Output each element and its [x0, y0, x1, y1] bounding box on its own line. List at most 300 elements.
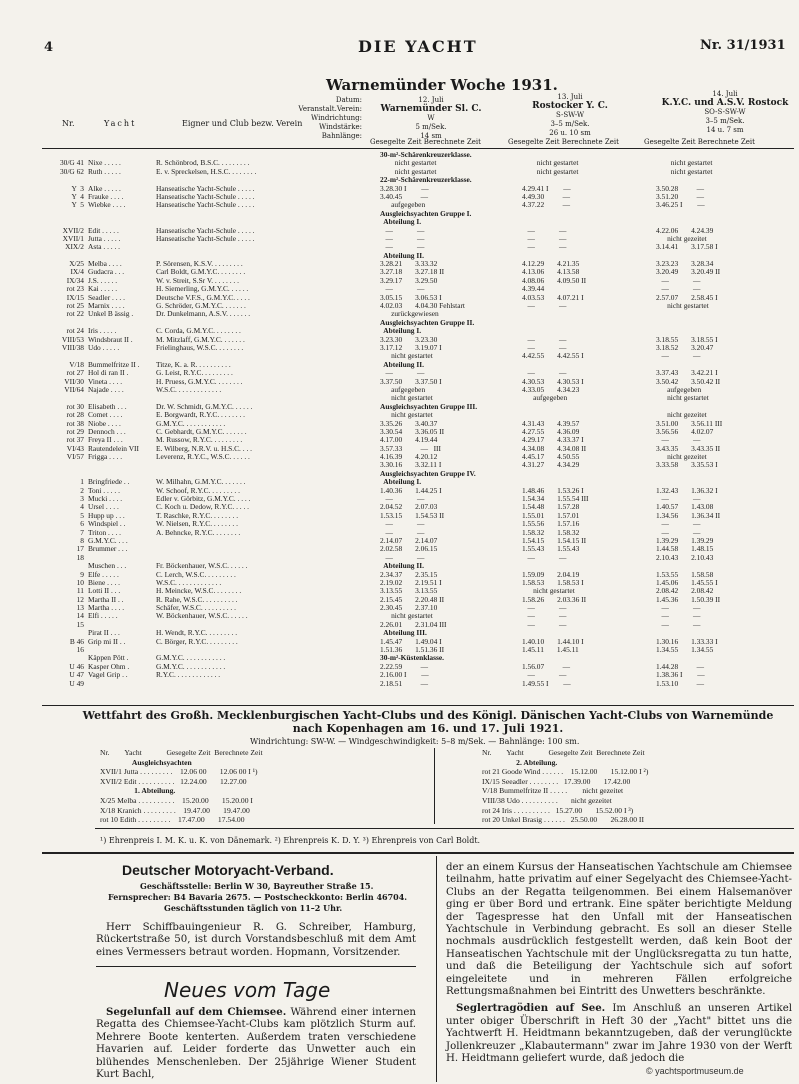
- result-day2-cell: 4.03.53 4.07.21 I: [522, 293, 584, 302]
- result-owner-cell: Schäfer, W.S.C. . . . . . . . . .: [156, 604, 236, 613]
- result-day1-cell: Abteilung I.: [380, 327, 422, 336]
- second-race-row: 2. Abteilung.: [482, 757, 558, 767]
- result-yacht-cell: Marnix . . . .: [88, 302, 125, 311]
- result-nr-cell: rot 37: [66, 436, 84, 445]
- second-race-row: V/18 Bummelfritze II . . . . . nicht gezeitet: [482, 786, 624, 796]
- col-header-day2: Gesegelte Zeit Berechnete Zeit: [508, 138, 619, 146]
- result-yacht-cell: [88, 176, 154, 184]
- result-day2-cell: 4.31.27 4.34.29: [522, 461, 580, 470]
- result-nr-cell: 6: [80, 520, 84, 529]
- result-nr-cell: rot 29: [66, 427, 84, 436]
- result-nr-cell: VI/57: [66, 453, 84, 462]
- result-yacht-cell: Melba . . . .: [88, 260, 122, 269]
- result-owner-cell: Deutsche V.F.S., G.M.Y.C. . . . .: [156, 293, 250, 302]
- result-yacht-cell: [88, 646, 154, 654]
- result-day1-cell: 1.40.36 1.44.25 I: [380, 486, 442, 495]
- result-day2-cell: [522, 252, 642, 260]
- result-day2-cell: 4.27.55 4.36.09: [522, 427, 580, 436]
- result-owner-cell: Leverenz, R.Y.C., W.S.C. . . . . .: [156, 453, 250, 462]
- result-yacht-cell: Gudacra . . .: [88, 268, 125, 277]
- result-day3-cell: 1.38.36 I —: [656, 671, 705, 680]
- result-day3-cell: 1.45.06 1.45.55 I: [656, 578, 718, 587]
- result-day1-cell: Abteilung II.: [380, 360, 424, 369]
- result-day2-cell: — —: [522, 671, 567, 680]
- result-day3-cell: — —: [656, 276, 701, 285]
- result-yacht-cell: Wiebke . . . .: [88, 201, 126, 210]
- result-day2-cell: — —: [522, 612, 567, 621]
- result-day3-cell: 3.20.49 3.20.49 II: [656, 268, 721, 277]
- result-day1-cell: Abteilung II.: [380, 251, 424, 260]
- result-yacht-cell: Toni . . . . .: [88, 486, 120, 495]
- result-yacht-cell: Hupp up . . .: [88, 511, 125, 520]
- result-day1-cell: nicht gestartet: [380, 167, 437, 176]
- header-rule: [42, 148, 794, 149]
- second-race-row: Ausgleichsyachten: [100, 757, 192, 767]
- result-owner-cell: R. Rahe, W.S.C. . . . . . . . . .: [156, 595, 238, 604]
- result-day1-cell: nicht gestartet: [380, 411, 433, 420]
- result-day2-cell: [522, 629, 642, 637]
- result-day2-cell: — —: [522, 234, 567, 243]
- result-day1-cell: 4.17.00 4.19.44: [380, 436, 438, 445]
- result-yacht-cell: Martha . . . .: [88, 604, 125, 613]
- result-day1-cell: nicht gestartet: [380, 352, 433, 361]
- result-day2-cell: — —: [522, 369, 567, 378]
- result-yacht-cell: [88, 621, 154, 629]
- result-day1-cell: 30-m²-Schärenkreuzerklasse.: [380, 151, 472, 159]
- result-day1-cell: — —: [380, 285, 425, 294]
- result-owner-cell: [156, 252, 356, 260]
- result-day2-cell: [522, 327, 642, 335]
- result-day2-cell: 4.12.29 4.21.35: [522, 260, 580, 269]
- race-info-day3: 14. Juli K.Y.C. und A.S.V. Rostock SO-S-SW-W 3–5 m/Sek. 14 u. 7 sm: [661, 90, 789, 134]
- result-nr-cell: Y 5: [71, 201, 84, 210]
- result-yacht-cell: [88, 252, 154, 260]
- result-day3-cell: — —: [656, 520, 701, 529]
- results-yacht-column: [88, 151, 154, 680]
- result-day2-cell: 4.42.55 4.42.55 I: [522, 352, 584, 361]
- result-day2-cell: 4.08.06 4.09.50 II: [522, 276, 587, 285]
- result-nr-cell: VI/43: [66, 444, 84, 453]
- result-day2-cell: nicht gestartet: [522, 159, 579, 168]
- result-day2-cell: 1.45.11 1.45.11: [522, 646, 579, 655]
- result-owner-cell: [156, 151, 356, 159]
- bottom-rule: [42, 852, 794, 854]
- result-nr-cell: [44, 210, 84, 218]
- result-nr-cell: IX/4: [70, 268, 84, 277]
- result-day3-cell: [656, 403, 796, 411]
- result-nr-cell: rot 23: [66, 285, 84, 294]
- result-owner-cell: [156, 319, 356, 327]
- result-day2-cell: [522, 361, 642, 369]
- result-yacht-cell: Mucki . . . .: [88, 495, 123, 504]
- result-day2-cell: 4.37.22 —: [522, 201, 571, 210]
- result-day3-cell: 1.39.29 1.39.29: [656, 536, 714, 545]
- result-day1-cell: nicht gestartet: [380, 159, 437, 168]
- result-day1-cell: — —: [380, 495, 425, 504]
- result-day3-cell: 3.33.58 3.35.53 I: [656, 461, 718, 470]
- result-day1-cell: 3.40.45 —: [380, 192, 429, 201]
- result-day3-cell: [656, 252, 796, 260]
- result-owner-cell: [156, 394, 356, 402]
- result-day1-cell: nicht gestartet: [380, 612, 433, 621]
- result-day2-cell: 1.49.55 I —: [522, 679, 571, 688]
- result-owner-cell: G. Schröder, G.M.Y.C. . . . . . .: [156, 302, 246, 311]
- second-race-row: VIII/38 Udo . . . . . . . . . . nicht gezeitet: [482, 795, 612, 805]
- result-nr-cell: rot 38: [66, 419, 84, 428]
- result-yacht-cell: Bummelfritze II .: [88, 360, 140, 369]
- result-day3-cell: 1.30.16 1.33.33 I: [656, 637, 718, 646]
- result-nr-cell: 8: [80, 536, 84, 545]
- result-owner-cell: C. Börger, R.Y.C. . . . . . . . .: [156, 637, 238, 646]
- result-day3-cell: [656, 176, 796, 184]
- result-day1-cell: Ausgleichsyachten Gruppe IV.: [380, 469, 476, 478]
- result-owner-cell: A. Behncke, R.Y.C. . . . . . . .: [156, 528, 241, 537]
- result-day1-cell: 3.28.30 I —: [380, 184, 429, 193]
- result-day3-cell: — —: [656, 436, 701, 445]
- result-day1-cell: 3.30.16 3.32.11 I: [380, 461, 442, 470]
- result-day1-cell: aufgegeben: [380, 385, 426, 394]
- result-day2-cell: 4.49.30 —: [522, 192, 571, 201]
- result-nr-cell: VIII/53: [61, 335, 84, 344]
- result-yacht-cell: Käppen Pött .: [88, 654, 129, 663]
- result-day1-cell: 2.22.59 —: [380, 662, 429, 671]
- result-day2-cell: [522, 176, 642, 184]
- result-nr-cell: 14: [76, 612, 84, 621]
- result-day3-cell: 2.10.43 2.10.43: [656, 553, 714, 562]
- result-owner-cell: W.S.C. . . . . . . . . . . . .: [156, 385, 222, 394]
- result-yacht-cell: Lotti II . . .: [88, 587, 121, 596]
- result-day3-cell: — —: [656, 495, 701, 504]
- result-nr-cell: VIII/38: [61, 343, 84, 352]
- result-owner-cell: C. Koch u. Dedow, R.Y.C. . . . .: [156, 503, 249, 512]
- result-day2-cell: nicht gestartet: [522, 587, 575, 596]
- result-owner-cell: W. Böckenhauer, W.S.C. . . . . .: [156, 612, 248, 621]
- result-yacht-cell: Jutta . . . . .: [88, 234, 121, 243]
- result-day3-cell: 3.51.00 3.56.11 III: [656, 419, 723, 428]
- footnotes: ¹) Ehrenpreis I. M. K. u. K. von Dänemark. ²) Ehrenpreis K. D. Y. ³) Ehrenpreis von Carl Boldt.: [100, 836, 481, 845]
- result-day3-cell: 3.23.23 3.28.34: [656, 260, 714, 269]
- result-nr-cell: rot 27: [66, 369, 84, 378]
- col-header-nr: Nr.: [62, 119, 75, 128]
- second-table-divider: [434, 748, 435, 824]
- result-day3-cell: [656, 218, 796, 226]
- result-day1-cell: — —: [380, 243, 425, 252]
- result-owner-cell: H. Meincke, W.S.C. . . . . . . .: [156, 587, 242, 596]
- section-rule: [42, 705, 794, 706]
- result-day1-cell: 2.18.51 —: [380, 679, 429, 688]
- verband-text: Herr Schiffbauingenieur R. G. Schreiber, Hamburg, Rückertstraße 50, ist durch Vorstandsbeschluß mit dem Amt eines Vermessers betraut worden. Hopmann, Vorsitzender.: [96, 922, 416, 958]
- col-header-day1: Gesegelte Zeit Berechnete Zeit: [370, 138, 481, 146]
- second-race-title: Wettfahrt des Großh. Mecklenburgischen Yacht-Clubs und des Königl. Dänischen Yacht-Clubs von Warnemünde nach Kopenhagen am 16. und 17. Juli 1921.: [82, 709, 774, 735]
- result-yacht-cell: Pirat II . . .: [88, 629, 120, 638]
- result-owner-cell: E. Borgwardt, R.Y.C. . . . . . . .: [156, 411, 246, 420]
- second-race-row: X/25 Melba . . . . . . . . . . 15.20.00 15.20.00 I: [100, 795, 253, 805]
- result-owner-cell: E. Wilberg, N.R.V. u. H.S.C. . . .: [156, 444, 252, 453]
- result-owner-cell: G. Leist, R.Y.C. . . . . . . . .: [156, 369, 233, 378]
- result-day3-cell: [656, 310, 796, 318]
- result-day3-cell: [656, 478, 796, 486]
- result-day1-cell: 3.23.30 3.23.30: [380, 335, 438, 344]
- second-race-right-table: [482, 748, 794, 825]
- result-nr-cell: U 49: [69, 679, 84, 688]
- result-yacht-cell: Kasper Ohm .: [88, 662, 130, 671]
- result-nr-cell: [44, 461, 84, 469]
- results-owner-column: [156, 151, 356, 680]
- result-day1-cell: 3.05.15 3.06.53 I: [380, 293, 442, 302]
- result-yacht-cell: Ruth . . . . .: [88, 167, 121, 176]
- result-day2-cell: 1.56.07 —: [522, 662, 571, 671]
- result-yacht-cell: [88, 470, 154, 478]
- result-day3-cell: — —: [656, 604, 701, 613]
- result-owner-cell: [156, 243, 356, 251]
- result-yacht-cell: Frauke . . . .: [88, 192, 124, 201]
- result-nr-cell: 10: [76, 578, 84, 587]
- result-nr-cell: U 46: [69, 662, 84, 671]
- result-day1-cell: Abteilung I.: [380, 478, 422, 487]
- result-nr-cell: VII/30: [64, 377, 84, 386]
- result-yacht-cell: Windsbraut II .: [88, 335, 133, 344]
- result-day1-cell: zurückgewiesen: [380, 310, 439, 319]
- result-day3-cell: 1.45.36 1.50.39 II: [656, 595, 721, 604]
- result-day1-cell: — —: [380, 234, 425, 243]
- result-owner-cell: Hanseatische Yacht-Schule . . . . .: [156, 192, 255, 201]
- result-day2-cell: — —: [522, 604, 567, 613]
- result-nr-cell: [44, 151, 84, 159]
- second-race-row: X/18 Kranich . . . . . . . . . 19.47.00 19.47.00: [100, 805, 250, 815]
- second-race-row: rot 24 Iris . . . . . . . . . . 15.27.00 15.52.00 I ³): [482, 805, 634, 815]
- result-day3-cell: 4.22.06 4.24.39: [656, 226, 714, 235]
- result-day1-cell: 2.34.37 2.35.15: [380, 570, 438, 579]
- result-owner-cell: G.M.Y.C. . . . . . . . . . . .: [156, 662, 226, 671]
- result-nr-cell: 9: [80, 570, 84, 579]
- result-day2-cell: — —: [522, 335, 567, 344]
- result-day2-cell: 1.58.32 1.58.32: [522, 528, 580, 537]
- result-nr-cell: Y 4: [71, 192, 84, 201]
- result-nr-cell: [44, 252, 84, 260]
- result-day2-cell: 4.13.06 4.13.58: [522, 268, 580, 277]
- result-day2-cell: aufgegeben: [522, 394, 568, 403]
- result-nr-cell: 12: [76, 595, 84, 604]
- result-yacht-cell: Asta . . . . .: [88, 243, 121, 252]
- result-day2-cell: 4.29.17 4.33.37 I: [522, 436, 584, 445]
- result-yacht-cell: Vineta . . . .: [88, 377, 123, 386]
- result-yacht-cell: [88, 352, 154, 360]
- result-day2-cell: [522, 470, 642, 478]
- result-owner-cell: W. Milhahn, G.M.Y.C. . . . . . .: [156, 478, 246, 487]
- result-yacht-cell: Ursel . . . .: [88, 503, 119, 512]
- result-day1-cell: 3.30.54 3.36.05 II: [380, 427, 445, 436]
- result-day3-cell: nicht gezeitet: [656, 453, 707, 462]
- result-day3-cell: 3.14.41 3.17.58 I: [656, 243, 718, 252]
- result-owner-cell: W. Schoof, R.Y.C. . . . . . . . .: [156, 486, 240, 495]
- result-nr-cell: rot 30: [66, 402, 84, 411]
- result-yacht-cell: Rautendelein VII: [88, 444, 139, 453]
- result-day2-cell: [522, 403, 642, 411]
- result-day1-cell: 30-m²-Küstenklasse.: [380, 654, 445, 663]
- second-race-info: Windrichtung: SW-W. — Windgeschwindigkeit: 5–8 m/Sek. — Bahnlänge: 100 sm.: [250, 737, 580, 746]
- result-day2-cell: 1.58.53 1.58.53 I: [522, 578, 584, 587]
- result-owner-cell: Carl Boldt, G.M.Y.C. . . . . . . .: [156, 268, 246, 277]
- result-day3-cell: 1.44.58 1.48.15: [656, 545, 714, 554]
- result-day3-cell: — —: [656, 620, 701, 629]
- result-owner-cell: [156, 470, 356, 478]
- result-owner-cell: Dr. Dunkelmann, A.S.V. . . . . . .: [156, 310, 251, 319]
- result-yacht-cell: Windspiel . .: [88, 520, 126, 529]
- result-owner-cell: P. Sörensen, K.S.V. . . . . . . . .: [156, 260, 243, 269]
- result-day2-cell: [522, 218, 642, 226]
- result-yacht-cell: Comet . . . .: [88, 411, 123, 420]
- result-nr-cell: [44, 176, 84, 184]
- result-nr-cell: IX/34: [66, 276, 84, 285]
- result-day1-cell: Ausgleichsyachten Gruppe I.: [380, 209, 472, 218]
- result-nr-cell: 13: [76, 604, 84, 613]
- result-nr-cell: 15: [76, 620, 84, 629]
- result-owner-cell: H. Siemerling, G.M.Y.C. . . . . .: [156, 285, 249, 294]
- second-race-row: XVII/1 Jutta . . . . . . . . . 12.06 00 12.06 00 I ¹): [100, 767, 258, 777]
- result-day3-cell: nicht gestartet: [656, 167, 713, 176]
- result-day3-cell: [656, 629, 796, 637]
- result-day1-cell: Ausgleichsyachten Gruppe III.: [380, 402, 478, 411]
- result-yacht-cell: Hol di ran II .: [88, 369, 129, 378]
- result-day1-cell: Abteilung III.: [380, 629, 427, 638]
- result-owner-cell: [156, 461, 356, 469]
- result-nr-cell: 5: [80, 511, 84, 520]
- result-day2-cell: [522, 210, 642, 218]
- results-day3-column: [656, 151, 796, 688]
- result-day1-cell: 3.29.17 3.29.50: [380, 276, 438, 285]
- result-day1-cell: 2.15.45 2.20.48 II: [380, 595, 445, 604]
- result-day3-cell: 1.34.55 1.34.55: [656, 646, 714, 655]
- result-yacht-cell: Bringfriede . .: [88, 478, 130, 487]
- page-number: 4: [44, 40, 56, 55]
- result-nr-cell: XIX/2: [65, 243, 84, 252]
- result-nr-cell: XVII/1: [62, 234, 84, 243]
- result-day3-cell: 1.32.43 1.36.32 I: [656, 486, 718, 495]
- result-owner-cell: G.M.Y.C. . . . . . . . . . . .: [156, 419, 226, 428]
- result-day1-cell: 22-m²-Schärenkreuzerklasse.: [380, 176, 472, 185]
- result-day1-cell: — —: [380, 226, 425, 235]
- result-day3-cell: 1.34.56 1.36.34 II: [656, 511, 721, 520]
- verband-phone: Fernsprecher: B4 Bavaria 2675. — Postscheckkonto: Berlin 46704.: [108, 892, 408, 902]
- col-header-day3: Gesegelte Zeit Berechnete Zeit: [644, 138, 755, 146]
- result-nr-cell: [44, 319, 84, 327]
- result-owner-cell: Titze, K. a. R. . . . . . . . . .: [156, 360, 231, 369]
- result-day3-cell: [656, 151, 796, 159]
- result-day2-cell: nicht gestartet: [522, 167, 579, 176]
- result-day3-cell: 3.18.52 3.20.47: [656, 343, 714, 352]
- result-owner-cell: W. v. Streit, S.Sr V. . . . . . . .: [156, 276, 239, 285]
- result-yacht-cell: [88, 394, 154, 402]
- result-day1-cell: 3.57.33 — III: [380, 444, 441, 453]
- result-owner-cell: Hanseatische Yacht-Schule . . . . .: [156, 201, 255, 210]
- result-yacht-cell: G.M.Y.C. . . .: [88, 536, 128, 545]
- col-header-owner: Eigner und Club bezw. Verein: [182, 119, 303, 128]
- neues-rule: [96, 966, 416, 967]
- watermark: © yachtsportmuseum.de: [646, 1066, 744, 1076]
- right-column-text: der an einem Kursus der Hanseatischen Yachtschule am Chiemsee teilnahm, hatte privatim auf einer Segelyacht des Chiemsee-Yacht-Clubs an der Regatta teilgenommen. Bei einem Halsemanöver ging er über Bord und ertrank. Eine später berichtigte Meldung der Tagespresse hat den Unfall mit der Hanseatischen Yachtschule in Verbindung gebracht. Es soll an dieser Stelle nochmals ausdrücklich festgestellt werden, daß kein Boot der Hanseatischen Yachtschule mit der Unglücksregatta zu tun hatte, und daß die Beteiligung der Yachtschule sich auf sofort eingeleitete und in mehreren Fällen erfolgreiche Rettungsmaßnahmen bei Eintritt des Unwetters beschränkte. Seglertragödien auf See. Im Anschluß an unseren Artikel unter obiger Überschrift in Heft 30 der „Yacht" bittet uns die Yachtwerft H. Heidtmann bekanntzugeben, daß der verunglückte Jollenkreuzer „Klabautermann" zwar im Jahre 1930 von der Werft H. Heidtmann geliefert wurde, daß jedoch die: [446, 862, 792, 1065]
- bottom-column-divider: [436, 856, 437, 1082]
- result-day2-cell: 4.39.44: [522, 285, 565, 294]
- result-owner-cell: Dr. W. Schmidt, G.M.Y.C. . . . . .: [156, 402, 253, 411]
- result-nr-cell: [44, 218, 84, 226]
- result-day3-cell: 2.57.07 2.58.45 I: [656, 293, 718, 302]
- result-day2-cell: 4.31.43 4.39.57: [522, 419, 580, 428]
- result-owner-cell: G.M.Y.C. . . . . . . . . . . .: [156, 654, 226, 663]
- result-nr-cell: 16: [76, 646, 84, 655]
- result-yacht-cell: J.S. . . . . .: [88, 276, 118, 285]
- result-day2-cell: [522, 562, 642, 570]
- footnote-rule: [95, 828, 794, 829]
- result-yacht-cell: Freya II . . .: [88, 436, 123, 445]
- result-nr-cell: rot 22: [66, 310, 84, 319]
- result-nr-cell: [44, 654, 84, 662]
- result-day3-cell: 1.53.55 1.58.58: [656, 570, 714, 579]
- result-owner-cell: Hanseatische Yacht-Schule . . . . .: [156, 184, 255, 193]
- result-day3-cell: — —: [656, 352, 701, 361]
- result-day1-cell: 2.26.01 2.31.04 III: [380, 620, 447, 629]
- result-day2-cell: 1.55.43 1.55.43: [522, 545, 580, 554]
- result-yacht-cell: Niobe . . . .: [88, 419, 121, 428]
- result-nr-cell: U 47: [69, 671, 84, 680]
- result-yacht-cell: Brummer . . .: [88, 545, 128, 554]
- result-day2-cell: 1.48.46 1.53.26 I: [522, 486, 584, 495]
- result-yacht-cell: Najade . . . .: [88, 385, 124, 394]
- result-day3-cell: [656, 327, 796, 335]
- result-owner-cell: Fr. Böckenhauer, W.S.C. . . . . .: [156, 562, 248, 571]
- result-yacht-cell: [88, 554, 154, 562]
- result-yacht-cell: Iris . . . . .: [88, 327, 117, 336]
- second-race-row: rot 21 Goode Wind . . . . . . 15.12.00 15.12.00 I ²): [482, 767, 649, 777]
- result-day2-cell: [522, 411, 642, 419]
- verband-address: Geschäftsstelle: Berlin W 30, Bayreuther Straße 15.: [140, 881, 374, 891]
- race-info-labels: Datum: Veranstalt.Verein: Windrichtung: Windstärke: Bahnlänge:: [298, 96, 362, 140]
- result-owner-cell: [156, 352, 356, 360]
- result-day3-cell: 3.46.25 I —: [656, 201, 705, 210]
- result-nr-cell: 17: [76, 545, 84, 554]
- result-day3-cell: nicht gezeitet: [656, 411, 707, 420]
- result-owner-cell: M. Mitzlaff, G.M.Y.C. . . . . . .: [156, 335, 245, 344]
- result-owner-cell: [156, 218, 356, 226]
- result-yacht-cell: Edit . . . . .: [88, 226, 119, 235]
- result-nr-cell: X/25: [69, 260, 84, 269]
- result-nr-cell: 1: [80, 478, 84, 487]
- result-day1-cell: nicht gestartet: [380, 394, 433, 403]
- result-day2-cell: 1.54.48 1.57.28: [522, 503, 580, 512]
- result-yacht-cell: Unkel B ässig .: [88, 310, 134, 319]
- result-owner-cell: [156, 176, 356, 184]
- result-yacht-cell: Kai . . . . .: [88, 285, 118, 294]
- race-info-day2: 13. Juli Rostocker Y. C. S-SW-W 3–5 m/Sek. 26 u. 10 sm: [532, 93, 608, 137]
- result-owner-cell: Hanseatische Yacht-Schule . . . . .: [156, 234, 255, 243]
- result-day2-cell: 1.55.56 1.57.16: [522, 520, 580, 529]
- result-nr-cell: 3: [80, 495, 84, 504]
- result-owner-cell: [156, 554, 356, 562]
- result-yacht-cell: Frigga . . . .: [88, 453, 123, 462]
- result-yacht-cell: Elisabeth . . .: [88, 402, 127, 411]
- result-day3-cell: nicht gestartet: [656, 394, 709, 403]
- result-nr-cell: [44, 394, 84, 402]
- magazine-title: DIE YACHT: [358, 37, 478, 56]
- result-yacht-cell: Muschen . . .: [88, 562, 127, 571]
- result-day2-cell: — —: [522, 302, 567, 311]
- result-day3-cell: — —: [656, 528, 701, 537]
- result-day3-cell: [656, 470, 796, 478]
- result-nr-cell: 7: [80, 528, 84, 537]
- result-nr-cell: [44, 352, 84, 360]
- verband-title: Deutscher Motoryacht-Verband.: [122, 862, 334, 878]
- result-owner-cell: T. Raschke, R.Y.C. . . . . . . .: [156, 511, 239, 520]
- result-day2-cell: [522, 310, 642, 318]
